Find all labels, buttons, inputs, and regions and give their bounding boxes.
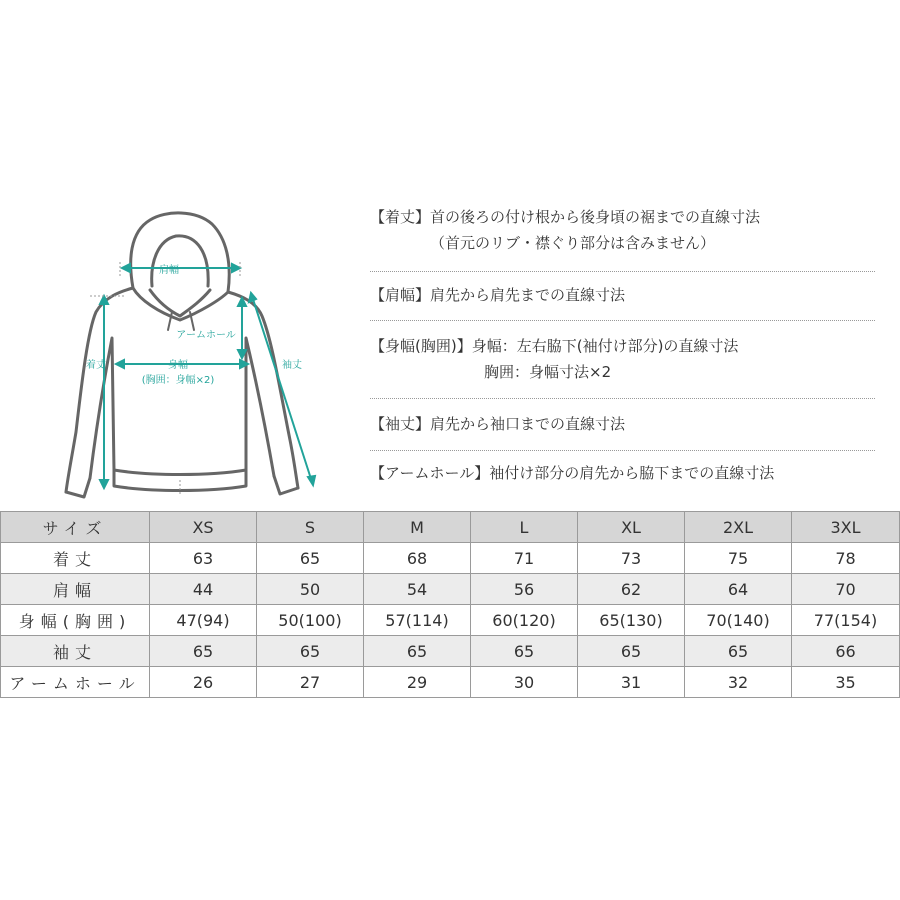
size-table xyxy=(0,511,900,698)
table-cell: 75 xyxy=(685,543,792,574)
table-cell: 50(100) xyxy=(257,605,364,636)
hoodie-measurement-diagram xyxy=(0,190,340,510)
table-cell: 65 xyxy=(578,636,685,667)
definition-body-width xyxy=(370,333,738,385)
table-cell: 70 xyxy=(792,574,900,605)
table-cell: 65 xyxy=(471,636,578,667)
table-cell: 64 xyxy=(685,574,792,605)
definition-note: 胸囲：身幅寸法×2 xyxy=(484,363,612,381)
table-row xyxy=(1,574,900,605)
header-size-label: サイズ xyxy=(1,512,150,543)
table-cell: 78 xyxy=(792,543,900,574)
sleeve-label: 袖丈 xyxy=(282,360,302,371)
header-size: 3XL xyxy=(792,512,900,543)
table-cell: 35 xyxy=(792,667,900,698)
definition-length xyxy=(370,204,760,256)
table-cell: 71 xyxy=(471,543,578,574)
table-cell: 65 xyxy=(685,636,792,667)
table-row xyxy=(1,543,900,574)
table-cell: 50 xyxy=(257,574,364,605)
row-label: 肩幅 xyxy=(1,574,150,605)
table-cell: 44 xyxy=(150,574,257,605)
table-cell: 31 xyxy=(578,667,685,698)
header-size: L xyxy=(471,512,578,543)
header-size: 2XL xyxy=(685,512,792,543)
table-cell: 30 xyxy=(471,667,578,698)
table-cell: 65 xyxy=(257,636,364,667)
table-cell: 65 xyxy=(364,636,471,667)
definition-term: 【袖丈】 xyxy=(370,415,431,433)
header-size: S xyxy=(257,512,364,543)
separator xyxy=(370,320,875,321)
definition-sleeve xyxy=(370,411,625,437)
definition-term: 【身幅(胸囲)】 xyxy=(370,337,472,355)
table-header-row xyxy=(1,512,900,543)
row-label: 身幅(胸囲) xyxy=(1,605,150,636)
table-cell: 60(120) xyxy=(471,605,578,636)
definition-armhole xyxy=(370,460,774,486)
table-cell: 47(94) xyxy=(150,605,257,636)
length-label: 着丈 xyxy=(86,360,106,371)
table-cell: 32 xyxy=(685,667,792,698)
armhole-label: アームホール xyxy=(176,330,236,341)
definition-text: 袖付け部分の肩先から脇下までの直線寸法 xyxy=(489,464,775,482)
table-row xyxy=(1,605,900,636)
table-cell: 65 xyxy=(257,543,364,574)
definition-note: （首元のリブ・襟ぐり部分は含みません） xyxy=(430,234,716,252)
header-size: M xyxy=(364,512,471,543)
definition-text: 首の後ろの付け根から後身頃の裾までの直線寸法 xyxy=(430,208,761,226)
table-cell: 65(130) xyxy=(578,605,685,636)
definition-shoulder xyxy=(370,282,625,308)
table-row xyxy=(1,636,900,667)
header-size: XL xyxy=(578,512,685,543)
separator xyxy=(370,398,875,399)
definition-term: 【肩幅】 xyxy=(370,286,431,304)
definition-text: 肩先から袖口までの直線寸法 xyxy=(430,415,626,433)
header-size: XS xyxy=(150,512,257,543)
body-width-label: 身幅 xyxy=(168,360,188,371)
table-cell: 26 xyxy=(150,667,257,698)
table-row xyxy=(1,667,900,698)
table-cell: 77(154) xyxy=(792,605,900,636)
table-cell: 63 xyxy=(150,543,257,574)
definition-text: 肩先から肩先までの直線寸法 xyxy=(430,286,626,304)
table-cell: 29 xyxy=(364,667,471,698)
definition-term: 【アームホール】 xyxy=(370,464,490,482)
row-label: 袖丈 xyxy=(1,636,150,667)
table-cell: 70(140) xyxy=(685,605,792,636)
table-cell: 27 xyxy=(257,667,364,698)
table-cell: 73 xyxy=(578,543,685,574)
separator xyxy=(370,271,875,272)
separator xyxy=(370,450,875,451)
table-cell: 66 xyxy=(792,636,900,667)
hoodie-outline xyxy=(66,213,298,497)
table-cell: 57(114) xyxy=(364,605,471,636)
body-width-note: (胸囲：身幅×2) xyxy=(141,375,215,386)
row-label: アームホール xyxy=(1,667,150,698)
table-cell: 62 xyxy=(578,574,685,605)
table-cell: 54 xyxy=(364,574,471,605)
table-cell: 65 xyxy=(150,636,257,667)
table-cell: 68 xyxy=(364,543,471,574)
row-label: 着丈 xyxy=(1,543,150,574)
definition-text: 身幅：左右脇下(袖付け部分)の直線寸法 xyxy=(471,337,739,355)
table-cell: 56 xyxy=(471,574,578,605)
shoulder-width-label: 肩幅 xyxy=(159,265,179,276)
definition-term: 【着丈】 xyxy=(370,208,431,226)
